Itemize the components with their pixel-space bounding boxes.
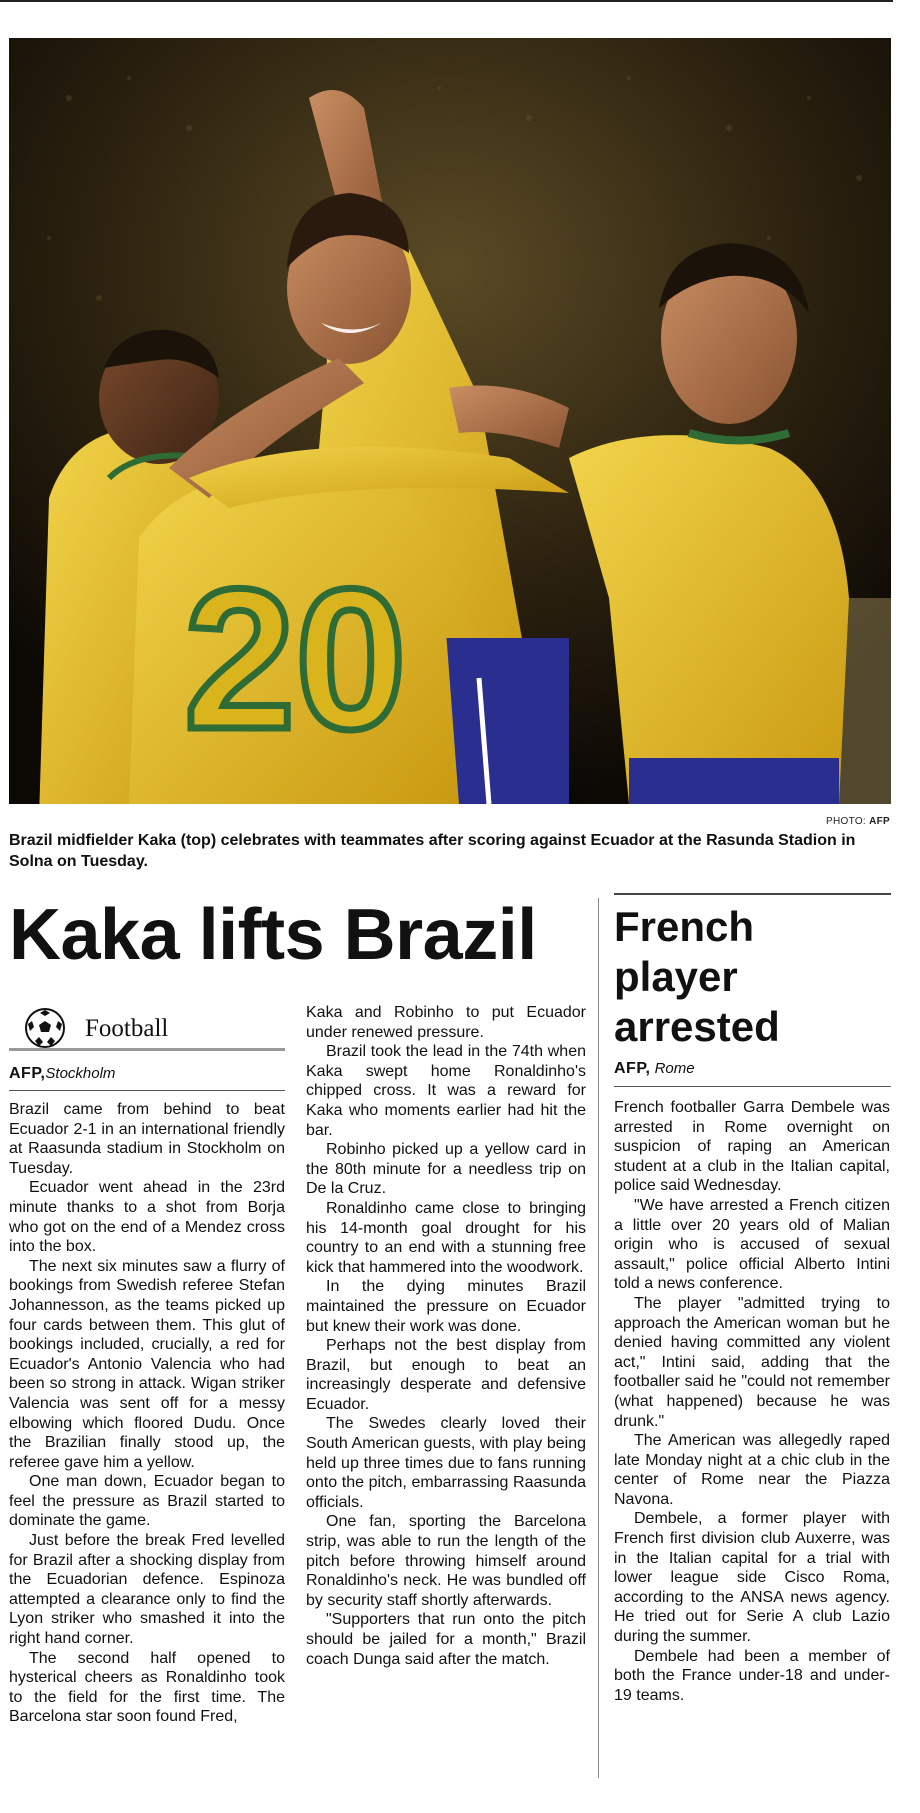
jersey-number: 20	[184, 548, 407, 771]
side-headline: French player arrested	[614, 903, 780, 1050]
paragraph: Dembele had been a member of both the France under-18 and under-19 teams.	[614, 1647, 890, 1704]
side-column	[614, 1098, 890, 1705]
main-agency: AFP,	[9, 1065, 46, 1082]
celebration-photo	[9, 38, 891, 804]
paragraph: Brazil came from behind to beat Ecuador 2-1 in an international friendly at Raasunda stadium in Stockholm on Tuesday.	[9, 1101, 285, 1177]
paragraph: French footballer Garra Dembele was arrested in Rome overnight on suspicion of raping an American student at a club in the Italian capital, police said Wednesday.	[614, 1099, 890, 1195]
section-label: Football	[85, 1015, 169, 1042]
top-rule	[0, 0, 893, 2]
side-dateline-rule	[614, 1086, 891, 1087]
main-column-1	[9, 1100, 285, 1727]
paragraph: Ecuador went ahead in the 23rd minute thanks to a shot from Borja who got on the end of a Mendez cross into the box.	[9, 1179, 285, 1256]
photo-caption: Brazil midfielder Kaka (top) celebrates with teammates after scoring against Ecuador at the Rasunda Stadion in Solna on Tuesday.	[9, 832, 856, 870]
side-agency: AFP,	[614, 1060, 651, 1077]
paragraph: Just before the break Fred levelled for Brazil after a shocking display from the Ecuadorian defence. Espinoza attempted a clearance only to find the Lyon striker who smashed it into the right hand corner.	[9, 1532, 285, 1648]
main-headline: Kaka lifts Brazil	[9, 895, 537, 975]
football-icon	[24, 1007, 66, 1049]
side-dateline	[614, 1060, 695, 1078]
paragraph: The second half opened to hysterical cheers as Ronaldinho took to the field for the first time. The Barcelona star soon found Fred,	[9, 1649, 285, 1726]
paragraph: Ronaldinho came close to bringing his 14-month goal drought for his country to an end with a stunning free kick that hammered into the woodwork.	[306, 1199, 586, 1276]
paragraph: The American was allegedly raped late Monday night at a chic club in the center of Rome near the Piazza Navona.	[614, 1432, 890, 1508]
photo-credit-agency: AFP	[869, 816, 890, 827]
paragraph: Perhaps not the best display from Brazil, but enough to beat an increasingly desperate and defensive Ecuador.	[306, 1337, 586, 1413]
side-story-top-rule	[614, 893, 891, 895]
main-city: Stockholm	[45, 1065, 116, 1082]
paragraph: One fan, sporting the Barcelona strip, was able to run the length of the pitch before throwing himself around Ronaldinho's neck. He was bundled off by security staff shortly afterwards.	[306, 1513, 586, 1609]
photo-credit	[826, 816, 890, 827]
paragraph: One man down, Ecuador began to feel the pressure as Brazil started to dominate the game.	[9, 1473, 285, 1530]
paragraph: Kaka and Robinho to put Ecuador under renewed pressure.	[306, 1004, 586, 1041]
section-underline	[9, 1048, 285, 1051]
main-dateline-rule	[9, 1090, 285, 1091]
paragraph: "We have arrested a French citizen a little over 20 years old of Malian origin who is accused of sexual assault," police official Alberto Intini told a news conference.	[614, 1196, 890, 1293]
photo-credit-label: PHOTO:	[826, 816, 866, 827]
paragraph: The Swedes clearly loved their South American guests, with play being held up three times due to fans running onto the pitch, embarrassing Raasunda officials.	[306, 1415, 586, 1511]
main-column-2	[306, 1003, 586, 1669]
paragraph: Brazil took the lead in the 74th when Kaka swept home Ronaldinho's chipped cross. It was a reward for Kaka who moments earlier had hit the bar.	[306, 1043, 586, 1139]
paragraph: "Supporters that run onto the pitch should be jailed for a month," Brazil coach Dunga said after the match.	[306, 1611, 586, 1668]
paragraph: Robinho picked up a yellow card in the 80th minute for a needless trip on De la Cruz.	[306, 1141, 586, 1198]
paragraph: In the dying minutes Brazil maintained the pressure on Ecuador but knew their work was done.	[306, 1278, 586, 1335]
paragraph: The next six minutes saw a flurry of bookings from Swedish referee Stefan Johannesson, as the teams picked up four cards between them. This glut of bookings included, crucially, a red for Ecuador's Antonio Valencia who had been so strong in attack. Wigan striker Valencia was sent off for a messy elbowing which floored Dudu. Once the Brazilian finally stood up, the referee gave him a yellow.	[9, 1257, 285, 1471]
paragraph: The player "admitted trying to approach the American woman but he denied having committed any violent act," Intini said, adding that the footballer said he "could not remember (what happened) because he was drunk."	[614, 1294, 890, 1430]
column-divider	[598, 898, 599, 1778]
side-city: Rome	[654, 1060, 695, 1077]
player-back-20	[129, 468, 459, 804]
paragraph: Dembele, a former player with French first division club Auxerre, was in the Italian capital for a trial with lower league side Cisco Roma, according to the ANSA news agency. He tried out for Serie A club Lazio during the summer.	[614, 1510, 890, 1646]
photo-illustration	[9, 38, 891, 804]
section-tag	[9, 1005, 285, 1051]
main-dateline	[9, 1065, 115, 1083]
